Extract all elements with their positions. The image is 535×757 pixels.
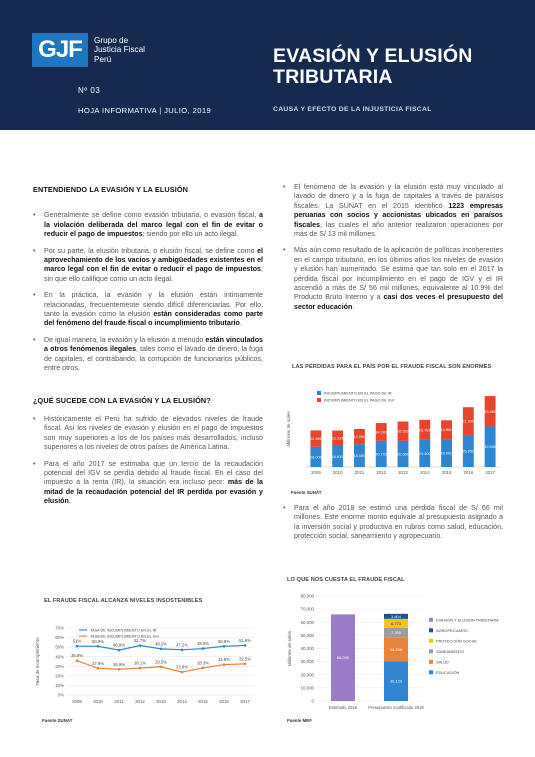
list-item: • El fenómeno de la evasión y la elusión está muy vinculado al lavado de dinero y a la fuga de capitales a través de paraísos fiscales. La SUNAT en el 2015 identificó 1223 empresas peruanas con socios y accionistas ubicados en paraísos fiscales, las cuales el año anterior realizaron operaciones por más de S/ 13 mil millones. bbox=[283, 183, 504, 239]
x-tick-label: 2016 bbox=[219, 699, 229, 704]
data-label: 66.000 bbox=[336, 655, 350, 661]
chart-title: LO QUE NOS CUESTA EL FRAUDE FISCAL bbox=[287, 577, 405, 583]
x-tick-label: 2009 bbox=[310, 470, 321, 475]
y-tick-label: 40% bbox=[55, 654, 64, 660]
data-label: 7.295 bbox=[390, 630, 402, 636]
data-label: 48.2% bbox=[155, 641, 167, 647]
data-point bbox=[244, 644, 247, 647]
data-label: 25.252 bbox=[462, 448, 475, 454]
publication-date: HOJA INFORMATIVA | JULIO, 2019 bbox=[78, 106, 212, 115]
data-point bbox=[139, 644, 142, 647]
y-axis-label: Millones de soles bbox=[287, 630, 292, 667]
x-tick-label: 2015 bbox=[198, 699, 208, 704]
y-tick-label: 10% bbox=[55, 683, 64, 689]
legend-label: SALUD bbox=[436, 659, 449, 665]
data-label: 16.619 bbox=[331, 453, 344, 459]
data-label: 18.000 bbox=[353, 453, 366, 459]
bullet-icon: • bbox=[33, 459, 36, 468]
legend-swatch bbox=[429, 660, 433, 664]
data-label: 28.3% bbox=[197, 660, 209, 666]
compliance-rate-line-chart bbox=[33, 618, 263, 710]
list-item: • Históricamente el Perú ha sufrido de elevados niveles de fraude fiscal. Así los niveles de evasión y elusión en el pago de impuestos son muy superiores a los de los países más desarrollados, incluso superiores a los niveles de otros países de América Latina. bbox=[33, 414, 263, 452]
chart-source: Fuente MEF bbox=[287, 718, 312, 723]
bullet-icon: • bbox=[33, 414, 36, 423]
bullet-icon: • bbox=[283, 183, 286, 191]
x-tick-label: 2013 bbox=[398, 470, 408, 475]
data-label: 27.9% bbox=[92, 660, 104, 666]
x-tick-label: 2014 bbox=[177, 699, 187, 704]
data-label: 28.1% bbox=[134, 660, 146, 666]
logo-mark: GJF bbox=[32, 33, 88, 67]
data-point bbox=[160, 665, 163, 668]
data-point bbox=[139, 667, 142, 670]
data-label: 51.7% bbox=[134, 638, 146, 644]
legend-label: INCUMPLIMIENTO EN EL PAGO DE IR bbox=[324, 391, 392, 396]
left-column bbox=[33, 185, 263, 514]
x-tick-label: 2011 bbox=[114, 699, 124, 704]
data-label: 31.8% bbox=[218, 657, 230, 663]
bullet-icon: • bbox=[33, 211, 36, 220]
data-label: 46.9% bbox=[113, 642, 125, 648]
list-item: • Generalmente se define como evasión tributaria, o evasión fiscal, a la violación deliberada del marco legal con el fin de evitar o reducir el pago de impuestos; siendo por ello un acto ilegal. bbox=[33, 211, 263, 239]
y-tick-label: 0% bbox=[57, 692, 64, 698]
legend-label: TASA DE INCUMPLIMIENTO EN EL IR bbox=[90, 628, 157, 633]
page-subtitle: CAUSA Y EFECTO DE LA INJUSTICIA FISCAL bbox=[273, 106, 432, 113]
y-tick-label: 20% bbox=[55, 673, 64, 679]
data-label: 12.000 bbox=[353, 434, 366, 440]
y-tick-label: 70% bbox=[55, 625, 64, 631]
bullet-icon: • bbox=[283, 504, 286, 512]
data-label: 26.9% bbox=[113, 661, 125, 667]
bullet-icon: • bbox=[33, 246, 36, 255]
data-label: 48.5% bbox=[197, 641, 209, 647]
x-tick-label: 2016 bbox=[463, 470, 474, 475]
list-item: • De igual manera, la evasión y la elusión a menudo están vinculados a otros fenómenos ilegales, tales como el lavado de dinero, la fuga de capitales, el contrabando, la corrupción de funcionarios públicos, entre otros. bbox=[33, 335, 263, 373]
data-point bbox=[181, 649, 184, 652]
legend-swatch bbox=[429, 649, 433, 653]
data-label: 35.8% bbox=[71, 653, 83, 659]
fiscal-loss-bar-chart bbox=[283, 385, 505, 483]
data-label: 32.000 bbox=[484, 444, 497, 450]
data-label: 3.804 bbox=[390, 613, 402, 619]
x-tick-label: 2017 bbox=[485, 470, 496, 475]
x-tick-label: Presupuesto modificado 2018 bbox=[368, 705, 424, 710]
data-label: 15.333 bbox=[397, 428, 409, 434]
data-point bbox=[76, 659, 79, 662]
data-point bbox=[160, 648, 163, 651]
y-axis-label: Tasa de incumplimiento bbox=[35, 637, 40, 686]
x-tick-label: 2010 bbox=[332, 470, 343, 475]
data-label: 29.5% bbox=[155, 659, 167, 665]
y-tick-label: 50% bbox=[55, 644, 64, 650]
list-item: • Para el año 2017 se estimaba que un tercio de la recaudación potencial del IGV se perdía debido al fraude fiscal. En el caso del impuesto a la renta (IR), la situación era incluso peor: más de la mitad de la recaudación potencial del IR perdida por evasión y elusión. bbox=[33, 459, 263, 506]
data-point bbox=[181, 671, 184, 674]
data-label: 6.773 bbox=[390, 620, 402, 626]
data-label: 12.231 bbox=[331, 435, 344, 441]
y-tick-label: 30,000 bbox=[300, 659, 314, 665]
x-tick-label: Estimado 2018 bbox=[329, 705, 357, 710]
bullet-icon: • bbox=[33, 291, 36, 300]
x-tick-label: 2009 bbox=[72, 699, 82, 704]
header bbox=[0, 0, 535, 130]
legend-swatch bbox=[429, 670, 433, 674]
section-heading: ENTENDIENDO LA EVASIÓN Y LA ELUSIÓN bbox=[33, 185, 188, 194]
data-point bbox=[97, 645, 100, 648]
legend-swatch bbox=[317, 398, 321, 402]
y-tick-label: 50,000 bbox=[300, 632, 314, 638]
issue-number: Nº 03 bbox=[78, 86, 101, 95]
right-column-lower bbox=[283, 504, 503, 549]
y-tick-label: 10,000 bbox=[300, 685, 314, 691]
cost-comparison-bar-chart bbox=[283, 590, 528, 720]
data-point bbox=[223, 645, 226, 648]
list-item: • Por su parte, la elusión tributaria, o elusión fiscal, se define como el aprovechamiento de los vacíos y ambigüedades existentes en el marco legal con el fin de evitar o reducir el pago de impuestos; sin que ello califique como un acto ilegal. bbox=[33, 246, 263, 283]
x-tick-label: 2014 bbox=[419, 470, 430, 475]
data-point bbox=[76, 645, 79, 648]
x-tick-label: 2011 bbox=[354, 470, 365, 475]
legend-label: INCUMPLIMIENTO EN EL PAGO DE IGV bbox=[324, 398, 395, 403]
data-label: 21.400 bbox=[418, 450, 431, 456]
data-label: 50.9% bbox=[92, 638, 104, 644]
y-tick-label: 70,000 bbox=[300, 606, 314, 612]
bullet-icon: • bbox=[283, 246, 286, 255]
data-point bbox=[223, 663, 226, 666]
data-point bbox=[202, 667, 205, 670]
data-label: 23.969 bbox=[484, 408, 497, 414]
legend-label: TASA DE INCUMPLIMIENTO EN EL IGV bbox=[90, 634, 160, 639]
chart-source: Fuente SUNAT bbox=[291, 490, 322, 495]
logo-text: Grupo de Justicia Fiscal Perú bbox=[94, 35, 145, 64]
data-label: 15.797 bbox=[418, 427, 431, 433]
y-tick-label: 60,000 bbox=[300, 619, 314, 625]
data-label: 30.129 bbox=[389, 678, 403, 684]
data-point bbox=[97, 667, 100, 670]
legend-swatch bbox=[429, 618, 433, 622]
list-item: • En la práctica, la evasión y la elusión están íntimamente relacionadas, frecuentemente siendo difícil diferenciarlas. Por ello, tanto la evasión como la elusión están consideradas como parte del fenómeno del fraude fiscal o incumplimiento tributario. bbox=[33, 291, 263, 328]
data-label: 20.723 bbox=[375, 451, 388, 457]
chart-title: LAS PÉRDIDAS PARA EL PAÍS POR EL FRAUDE FISCAL SON ENORMES bbox=[292, 364, 492, 370]
y-axis-label: Millones de soles bbox=[286, 411, 291, 447]
chart-title: EL FRAUDE FISCAL ALCANZA NIVELES INSOSTENIBLES bbox=[44, 598, 203, 604]
data-label: 23.9% bbox=[176, 664, 188, 670]
y-tick-label: 60% bbox=[55, 635, 64, 641]
section-heading: ¿QUÉ SUCEDE CON LA EVASIÓN Y LA ELUSIÓN? bbox=[33, 395, 211, 405]
x-tick-label: 2017 bbox=[240, 699, 250, 704]
legend-label: PROTECCIÓN SOCIAL bbox=[436, 638, 478, 644]
data-label: 51.8% bbox=[239, 637, 251, 643]
y-tick-label: 20,000 bbox=[300, 672, 314, 678]
page-title: EVASIÓN Y ELUSIÓN TRIBUTARIA bbox=[273, 45, 473, 88]
data-point bbox=[202, 647, 205, 650]
data-label: 47.2% bbox=[176, 642, 188, 648]
list-item: • Para el año 2018 se estimó una pérdida fiscal de S/ 66 mil millones. Este enorme monto equivale al presupuesto asignado a la inversión social y productiva en rubros como salud, educación, protección social, saneamiento y agropecuario. bbox=[283, 504, 503, 541]
y-tick-label: 30% bbox=[55, 663, 64, 669]
data-label: 16.000 bbox=[309, 454, 322, 460]
data-label: 14.002 bbox=[375, 429, 388, 435]
chart-source: Fuente SUNAT bbox=[42, 718, 73, 723]
data-label: 50.9% bbox=[218, 638, 230, 644]
data-label: 22.000 bbox=[440, 450, 453, 456]
y-tick-label: 0 bbox=[311, 698, 314, 704]
right-column bbox=[283, 183, 503, 319]
data-label: 14.850 bbox=[440, 427, 453, 433]
legend-swatch bbox=[317, 391, 321, 395]
x-tick-label: 2013 bbox=[156, 699, 166, 704]
data-point bbox=[118, 668, 121, 671]
x-tick-label: 2012 bbox=[376, 470, 387, 475]
data-point bbox=[118, 649, 121, 652]
x-tick-label: 2012 bbox=[135, 699, 145, 704]
data-label: 51% bbox=[72, 638, 82, 644]
y-tick-label: 40,000 bbox=[300, 646, 314, 652]
data-point bbox=[244, 663, 247, 666]
bullet-icon: • bbox=[33, 335, 36, 344]
legend-swatch bbox=[429, 628, 433, 632]
data-label: 20.600 bbox=[397, 451, 409, 457]
legend-label: SANEAMIENTO bbox=[436, 648, 465, 654]
data-label: 18.398 bbox=[389, 646, 403, 652]
x-tick-label: 2010 bbox=[93, 699, 103, 704]
legend-label: EVASIÓN Y ELUSIÓN TRIBUTARIA bbox=[436, 617, 499, 623]
x-tick-label: 2015 bbox=[441, 470, 452, 475]
list-item: • Más aún como resultado de la aplicación de políticas incoherentes en el campo tributario, en los últimos años los niveles de evasión y elusión han aumentado. Se estima que tan solo en el 2017 la pérdida fiscal por incumplimiento en el pago de IGV y el IR ascendió a más de S/ 56 mil millones, equivalente al 10.9% del Producto Bruto Interno y a casi dos veces el presupuesto del sector educación. bbox=[283, 246, 504, 311]
y-tick-label: 80,000 bbox=[300, 593, 314, 599]
logo bbox=[32, 33, 145, 67]
legend-label: AGROPECUARIO bbox=[436, 627, 468, 633]
data-label: 21.900 bbox=[462, 418, 475, 424]
data-label: 12.866 bbox=[309, 436, 322, 442]
legend-label: EDUCACIÓN bbox=[436, 669, 460, 675]
data-label: 32.5% bbox=[239, 656, 251, 662]
legend-swatch bbox=[429, 639, 433, 643]
